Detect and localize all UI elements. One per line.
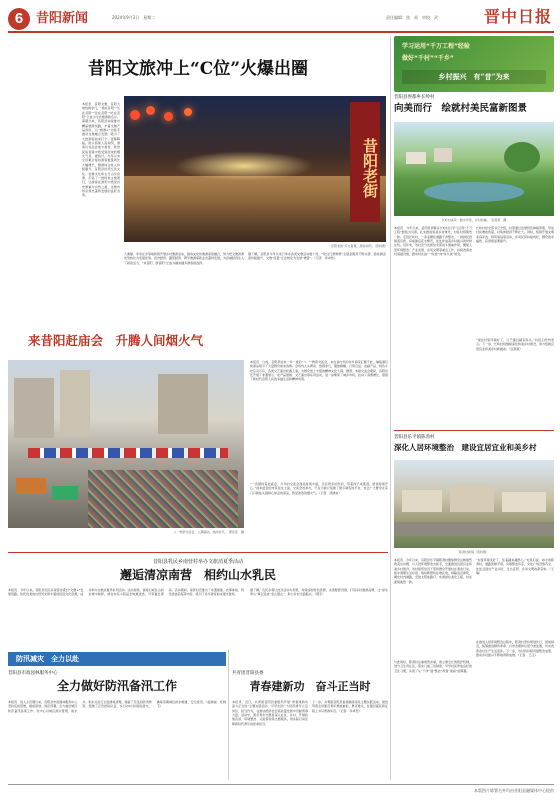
environment-body-3: “村里环境变好了，住着越来越舒心。”村民们说。如今的陈湾村，道路宽敞平坦，房屋整洁有序，文化广场设施齐全，处处呈现出产业兴旺、生态宜居、乡风文明的新景象。（王瑞） [476, 558, 555, 576]
header-rule [8, 31, 554, 33]
lead-article [8, 36, 388, 328]
banner-line-2: 做好“千村”“千乡” [402, 55, 454, 62]
section-divider [8, 552, 388, 553]
youth-body-2: 下一步，共青团昔阳县委将继续深化主题实践活动，团结带领全县团员青年勇挑重担、勇克难关，在强县富民新征程上书写青春华章。（记者 李卓然） [312, 700, 388, 713]
village-kicker: 昔阳县界都乡长岭村 [394, 95, 435, 100]
street-lights [174, 151, 314, 181]
youth-article [232, 650, 388, 780]
environment-body-4: 在推进人居环境整治过程中，陈湾村坚持规划先行，因地制宜，统筹推进厕所革命、污水治理和垃圾分类处理，切实改善农村生产生活条件。下一步，该村将持续巩固整治成果，推动乡村振兴不断取得新成效。（记者 王江） [476, 640, 555, 658]
environment-body: 本报讯 今年以来，昔阳县乐平镇陈湾村聚焦群众反映强烈的突出问题，以人居环境整治为抓手，全面推进宜居宜业和美乡村建设。该村组织党员干部和群众开展村庄清洁行动，集中清理生活垃圾、残垣断壁和乱堆乱放，拆除违章建筑，硬化村内道路，安装太阳能路灯，实施绿化美化工程，村庄面貌焕然一新。 [394, 558, 473, 584]
temple-fair-body: 本报讯 日前，昔阳县迎来一年一度的“八·一”物资交流会，来自省内外的众多商家汇聚于此，琳琅满目的商品吸引了大量群众前来选购。会场内人头攒动、热闹非凡，服装鞋帽、日用百货、农副产品、特色小吃应有尽有，各类文艺演出轮番上演，为群众送上丰富的精神文化大餐。据悉，本届交流会期间，昔阳县还开展了非遗展示、农产品展销、文艺演出等系列活动，进一步繁荣了城乡市场，拉动了消费增长，展现了新时代昔阳人民的幸福生活和精神风貌。 [250, 360, 389, 382]
building-block [158, 374, 208, 434]
page-number-badge: 6 [8, 8, 30, 30]
lantern-icon [184, 108, 192, 116]
lead-body-left: 本报讯 昔阳文旅，昔阳大地热闹非凡，“游在昔阳”“乐在昔阳”“住在昔阳”“吃在昔阳”已成为全县旅游新名片。暑期以来，昔阳县持续推出精品旅游线路，丰富文旅产品供给，以“旅游+”为抓手推动文旅融合发展，吸引了大批游客前来打卡。夜幕降临，街头巷尾人流如织，游客们在品尝地方美食、欣赏民俗表演中感受到浓浓的烟火气息。据统计，今年以来全县累计接待游客数量同比大幅增长，旅游综合收入持续攀升。昔阳县依托红色文化、农耕文化和太行山水资源，打造了一批特色文旅项目，让游客在游览中感受历史厚重与自然之美，文旅市场呈现出蓬勃发展的良好态势。 [82, 102, 120, 198]
flood-headline: 全力做好防汛备汛工作 [56, 679, 177, 693]
crowd-area [124, 176, 386, 242]
right-banner [394, 36, 554, 92]
banner-line-3: 乡村振兴 有“昔”为来 [402, 70, 546, 84]
youth-kicker: 共青团昔阳县委 [232, 671, 264, 676]
youth-body: 本报讯 近日，共青团昔阳县委组织开展“青春建新功 奋斗正当时”主题实践活动，引导全县广大团员青年立足岗位、担当作为，在推动经济社会高质量发展中贡献青春力量。活动中，团员青年志愿者深入社区、乡村，开展政策宣讲、环境整治、关爱帮扶等志愿服务，用实际行动诠释新时代青年的使命担当。 [232, 700, 312, 726]
date-line: 2024年9月3日 星期二 [112, 15, 156, 20]
temple-fair-photo [8, 360, 244, 528]
section-name: 昔阳新闻 [36, 11, 89, 26]
tree-icon [504, 142, 540, 172]
nanying-article [8, 552, 388, 648]
road [394, 522, 554, 536]
village-body-3: “现在村里环境好了，日子越过越有奔头。”村民们纷纷表示。下一步，长岭村将继续深化和美乡村建设，努力绘就宜居宜业和美乡村新画卷。（张燕燕） [476, 338, 555, 351]
lantern-icon [164, 112, 173, 121]
footer [8, 784, 554, 796]
stall-row [28, 448, 228, 458]
nanying-kicker: 昔阳县乳民乡南营村举办文旅消夏季活动 [152, 559, 243, 565]
flood-body: 本报讯 进入主汛期以来，昔阳县市政园林服务中心坚持底线思维，提前谋划、周密部署，全力做好城区防汛备汛各项工作。该中心对城区排水管网、雨水井、积水点进行全面排查清理，储备了充足的防汛物资，组建了应急抢险队伍，实行24小时值班值守，确保汛期城区排水畅通、安全度汛。（赵晓丽 杜晓飞） [8, 700, 226, 713]
flood-article [8, 650, 226, 780]
column-divider [390, 36, 391, 780]
lantern-icon [146, 106, 155, 115]
pond [424, 182, 524, 202]
nanying-body-2: 据了解，乳民乡将以此次活动为契机，持续深挖特色资源，完善配套设施，打造乡村旅游品牌，让“绿水青山”真正变成“金山银山”，助力乡村全面振兴。（郭宇） [250, 588, 388, 597]
temple-fair-headline: 来昔阳赶庙会 升腾人间烟火气 [28, 333, 204, 348]
lantern-icon [130, 110, 140, 120]
column-divider [228, 650, 229, 780]
section-divider [394, 430, 554, 431]
house-icon [406, 152, 426, 164]
page-header [8, 6, 554, 32]
house-icon [450, 486, 494, 512]
environment-kicker: 昔阳县乐平镇陈湾村 [394, 435, 435, 440]
village-body-2: 长岭村党支部书记介绍，村里通过发展特色种植养殖，带动村民增收致富，村集体经济不断壮大。同时，积极开展文明家庭评选、移风易俗等活动，乡风民风持续向好，群众的幸福感、获得感显著提升。 [476, 226, 555, 244]
village-article [394, 94, 554, 424]
village-photo-caption: 长岭村美景：碧水环绕，乡村如画。 张燕燕 摄 [441, 218, 507, 222]
village-headline: 向美而行 绘就村美民富新图景 [394, 103, 528, 114]
house-icon [402, 490, 442, 512]
village-body: 本报讯 今年以来，昔阳县界都乡长岭村以学习运用“千万工程”经验为引领，扎实推进和美乡村建设，村容村貌焕然一新。走进长岭村，一条条硬化道路干净整洁，一排排民居错落有致，房前屋后花木繁茂，处处洋溢着乡村振兴的勃勃生机。近年来，该村充分发挥党支部战斗堡垒作用，聚焦人居环境整治、产业发展、乡风文明等重点工作，持续改善农村基础设施，推动村庄由“一时美”向“持久美”转变。 [394, 226, 473, 257]
lead-body-right-2: 据了解，昔阳县今年以来已举办各类文旅活动数十场，“吃住行游购娱”全链条服务不断完善，游客满意度持续提升，文旅“流量”正在转化为发展“增量”。（记者 李卓然） [248, 252, 386, 261]
flood-kicker: 昔阳县市政园林服务中心 [8, 671, 58, 676]
house-icon [502, 492, 546, 512]
environment-article [394, 430, 554, 780]
building-block [60, 370, 90, 436]
building-block [14, 378, 54, 438]
banner-line-1: 学习运用“千万工程”经验 [402, 43, 470, 50]
environment-headline: 深化人居环境整治 建设宜居宜业和美乡村 [394, 443, 537, 452]
lead-photo [124, 96, 386, 242]
environment-photo-caption: 陈湾村新貌（资料图） [458, 550, 489, 554]
village-photo [394, 122, 554, 216]
lead-body-right: 大寨镇、李家庄乡等地积极开展乡村旅游活动，推动文化和旅游深度融合，努力把文旅资源优势转化为发展优势。夜市经济、露营经济、研学旅游等新业态蓬勃发展，为县域经济注入了新的活力，“来昔阳、游昔阳”正成为越来越多游客的选择。 [124, 252, 245, 265]
house-icon [434, 148, 452, 162]
footer-note: 本版图片除署名外均由昔阳县融媒体中心提供 [474, 788, 554, 793]
youth-headline: 青春建新功 奋斗正当时 [249, 680, 371, 693]
lead-headline: 昔阳文旅冲上“C位”火爆出圈 [87, 59, 309, 79]
flood-banner: 防汛减灾 全力以赴 [8, 652, 226, 666]
footer-rule [8, 784, 554, 785]
lead-photo-caption: “昔阳老街”灯火璀璨，游客如织。（资料图） [329, 244, 388, 248]
editor-line: 责任编辑：焦 英 审校：武 [386, 15, 438, 20]
crowd-area [88, 470, 238, 528]
temple-fair-article [8, 330, 388, 552]
nanying-body: 本报讯 今年以来，昔阳县乳民乡南营村紧扣“文旅+”发展思路，依托优美的自然风光和丰富的民俗文化资源，成功举办文旅消夏季系列活动。活动现场，游客们或在山间步道中徜徉，或在农家小院品尝地道美食，尽享夏日清凉。活动期间，南营村还推出了非遗展演、农事体验、特色美食品鉴等内容，吸引了众多游客前来观光游玩。 [8, 588, 244, 597]
environment-photo [394, 460, 554, 548]
nanying-headline: 邂逅清凉南营 相约山水乳民 [119, 568, 276, 582]
truck-icon [52, 486, 78, 500]
newspaper-logo: 晋中日报 [484, 7, 553, 26]
environment-body-2: 与此同时，陈湾村注重建管并重，建立健全长效管护机制，划分卫生责任区，落实门前三包制度，引导村民养成良好的卫生习惯，实现了从“干净”到“整洁”再到“美丽”的跨越。 [394, 660, 473, 673]
old-street-sign: 昔阳老街 [350, 102, 380, 222]
temple-fair-body-2: “一直期待着赶庙会，今年的交流会商品特别丰富，还有很多好吃的，带着孩子来逛逛，感觉特别开心。”前来赶会的市民张女士说。交流会的举办，不仅为商户搭建了展示销售的平台，也让广大群众在家门口就能买到称心如意的商品，感受浓浓的烟火气。（记者 段晓东） [250, 482, 388, 495]
temple-fair-photo-caption: 八一物资交流会，人潮涌动，热闹非凡。 郭佳佳 摄 [173, 530, 244, 534]
truck-icon [16, 478, 46, 494]
